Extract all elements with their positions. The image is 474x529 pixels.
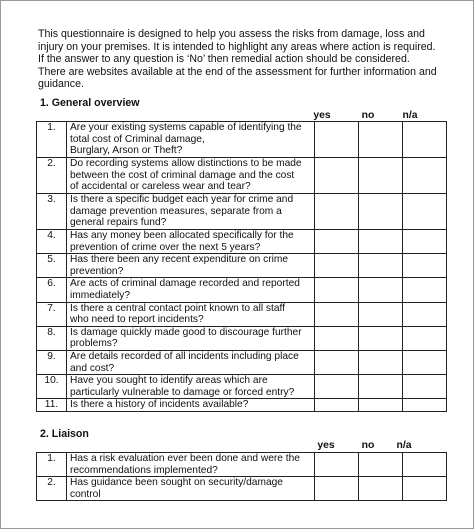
answer-cell-no[interactable] — [359, 453, 403, 477]
question-number: 1. — [37, 122, 67, 158]
answer-cell-yes[interactable] — [315, 302, 359, 326]
question-row — [37, 350, 447, 374]
answer-cell-yes[interactable] — [315, 122, 359, 158]
question-number: 9. — [37, 350, 67, 374]
question-text-line: who need to report incidents? — [70, 314, 204, 326]
answer-cell-no[interactable] — [359, 194, 403, 230]
answer-cell-no[interactable] — [359, 302, 403, 326]
question-text-line: Is damage quickly made good to discourage further — [70, 326, 302, 338]
answer-cell-yes[interactable] — [315, 278, 359, 302]
question-text-line: Has any money been allocated specifically for the — [70, 230, 294, 241]
answer-cell-yes[interactable] — [315, 477, 359, 501]
question-text — [67, 254, 315, 278]
question-text-line: Is there a history of incidents available? — [70, 399, 249, 411]
answer-cell-no[interactable] — [359, 477, 403, 501]
question-text — [67, 399, 315, 412]
question-text-line: of accidental or careless wear and tear? — [70, 181, 251, 193]
answer-cell-no[interactable] — [359, 326, 403, 350]
column-header-no: no — [361, 110, 375, 121]
answer-cell-na[interactable] — [403, 399, 447, 412]
question-row — [37, 278, 447, 302]
question-text-line: and cost? — [70, 362, 115, 374]
answer-cell-na[interactable] — [403, 302, 447, 326]
question-text-line: prevention? — [70, 265, 124, 277]
answer-cell-no[interactable] — [359, 122, 403, 158]
question-text-line: immediately? — [70, 289, 131, 301]
section-1-table — [36, 121, 447, 412]
question-text-line: Are your existing systems capable of identifying the — [70, 122, 302, 133]
question-text — [67, 158, 315, 194]
question-text-line: Is there a central contact point known to all staff — [70, 302, 286, 314]
question-row — [37, 375, 447, 399]
question-text — [67, 194, 315, 230]
question-text — [67, 375, 315, 399]
answer-cell-na[interactable] — [403, 350, 447, 374]
question-text — [67, 122, 315, 158]
question-number: 8. — [37, 326, 67, 350]
question-text — [67, 326, 315, 350]
answer-cell-no[interactable] — [359, 254, 403, 278]
question-number: 4. — [37, 230, 67, 254]
question-text-line: prevention of crime over the next 5 years? — [70, 241, 261, 253]
question-text — [67, 278, 315, 302]
column-header-na: n/a — [402, 110, 418, 121]
answer-cell-na[interactable] — [403, 326, 447, 350]
question-text-line: damage prevention measures, separate from a — [70, 205, 282, 217]
intro-line: This questionnaire is designed to help you assess the risks from damage, loss and — [38, 28, 425, 40]
question-row — [37, 477, 447, 501]
answer-cell-na[interactable] — [403, 122, 447, 158]
section-1-title: 1. General overview — [40, 97, 140, 109]
question-text-line: general repairs fund? — [70, 217, 167, 229]
answer-cell-yes[interactable] — [315, 230, 359, 254]
answer-cell-yes[interactable] — [315, 326, 359, 350]
column-header-yes: yes — [313, 110, 331, 121]
answer-cell-yes[interactable] — [315, 453, 359, 477]
answer-cell-na[interactable] — [403, 254, 447, 278]
answer-cell-no[interactable] — [359, 399, 403, 412]
question-row — [37, 230, 447, 254]
question-row — [37, 158, 447, 194]
question-text-line: particularly vulnerable to damage or forced entry? — [70, 386, 295, 398]
answer-cell-na[interactable] — [403, 477, 447, 501]
question-text-line: Are acts of criminal damage recorded and reported — [70, 278, 300, 290]
intro-line: If the answer to any question is ‘No’ then remedial action should be considered. — [38, 53, 410, 66]
answer-cell-no[interactable] — [359, 158, 403, 194]
answer-cell-yes[interactable] — [315, 194, 359, 230]
question-text-line: Burglary, Arson or Theft? — [70, 145, 183, 157]
question-text — [67, 477, 315, 501]
section-2-table — [36, 452, 447, 501]
question-number: 11. — [37, 399, 67, 412]
answer-cell-yes[interactable] — [315, 158, 359, 194]
intro-line: injury on your premises. It is intended to highlight any areas where action is required. — [38, 40, 436, 53]
question-number: 3. — [37, 194, 67, 230]
question-text-line: between the cost of criminal damage and the cost — [70, 169, 295, 181]
column-header-yes: yes — [317, 440, 335, 451]
intro-line: There are websites available at the end of the assessment for further information and — [38, 65, 437, 78]
question-number: 2. — [37, 158, 67, 194]
question-text-line: Do recording systems allow distinctions to be made — [70, 158, 302, 169]
question-text-line: Has there been any recent expenditure on crime — [70, 254, 289, 266]
question-number: 5. — [37, 254, 67, 278]
question-text — [67, 453, 315, 477]
question-text — [67, 230, 315, 254]
question-number: 10. — [37, 375, 67, 399]
question-number: 1. — [37, 453, 67, 477]
intro-line: guidance. — [38, 78, 84, 91]
intro-paragraph — [38, 28, 458, 91]
question-number: 7. — [37, 302, 67, 326]
question-row — [37, 453, 447, 477]
question-row — [37, 254, 447, 278]
answer-cell-na[interactable] — [403, 453, 447, 477]
answer-cell-no[interactable] — [359, 278, 403, 302]
answer-cell-na[interactable] — [403, 230, 447, 254]
answer-cell-na[interactable] — [403, 158, 447, 194]
section-2-title: 2. Liaison — [40, 428, 89, 440]
question-text-line: Have you sought to identify areas which are — [70, 375, 268, 387]
question-row — [37, 326, 447, 350]
answer-cell-na[interactable] — [403, 194, 447, 230]
question-row — [37, 399, 447, 412]
question-text-line: problems? — [70, 338, 118, 350]
question-row — [37, 302, 447, 326]
question-number: 6. — [37, 278, 67, 302]
answer-cell-yes[interactable] — [315, 399, 359, 412]
answer-cell-no[interactable] — [359, 230, 403, 254]
question-text-line: Are details recorded of all incidents including place — [70, 350, 299, 362]
question-text — [67, 350, 315, 374]
column-header-na: n/a — [396, 440, 412, 451]
column-header-no: no — [361, 440, 375, 451]
question-text-line: recommendations implemented? — [70, 464, 218, 476]
answer-cell-na[interactable] — [403, 375, 447, 399]
question-text — [67, 302, 315, 326]
answer-cell-yes[interactable] — [315, 350, 359, 374]
question-text-line: Is there a specific budget each year for crime and — [70, 194, 294, 205]
answer-cell-yes[interactable] — [315, 375, 359, 399]
question-row — [37, 122, 447, 158]
question-row — [37, 194, 447, 230]
answer-cell-na[interactable] — [403, 278, 447, 302]
question-text-line: Has guidance been sought on security/damage — [70, 477, 283, 489]
answer-cell-no[interactable] — [359, 350, 403, 374]
question-text-line: total cost of Criminal damage, — [70, 133, 205, 145]
answer-cell-no[interactable] — [359, 375, 403, 399]
question-text-line: Has a risk evaluation ever been done and were the — [70, 453, 300, 464]
question-number: 2. — [37, 477, 67, 501]
question-text-line: control — [70, 488, 101, 500]
answer-cell-yes[interactable] — [315, 254, 359, 278]
